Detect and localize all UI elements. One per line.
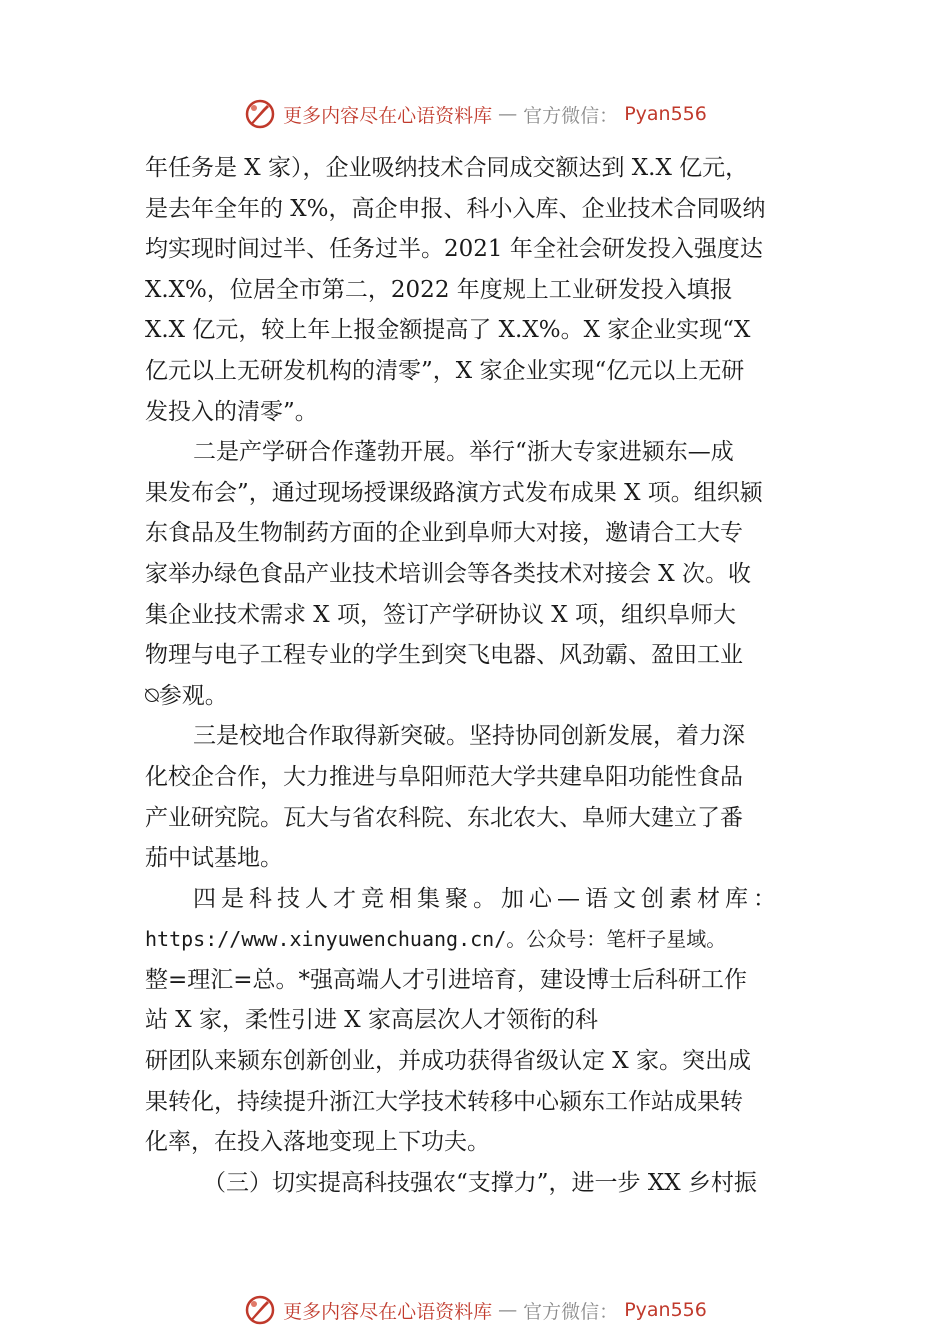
watermark-dash: — [498,1299,518,1321]
watermark-contact-label: 官方微信： [523,1300,619,1323]
text-line: 产业研究院。瓦大与省农科院、东北农大、阜师大建立了番 [145,804,743,831]
text-line: 化校企合作，大力推进与阜阳师范大学共建阜阳功能性食品 [145,763,743,790]
document-body [145,148,815,1203]
url-line: https://www.xinyuwenchuang.cn/。公众号：笔杆子星域。 [145,927,727,952]
text-line: 是去年全年的 X%，高企申报、科小入库、企业技术合同吸纳 [145,195,766,222]
watermark-contact-id: Pyan556 [624,103,707,125]
pen-ink-logo-icon [243,97,277,131]
text-line: 果发布会”，通过现场授课级路演方式发布成果 X 项。组织颍 [145,479,763,506]
text-line: 发投入的清零”。 [145,398,318,425]
paragraph-start-line: 四是科技人才竞相集聚。加心—语文创素材库： [193,885,781,912]
watermark-main-text: 更多内容尽在心语资料库 [283,1300,493,1323]
paragraph-start-line: 二是产学研合作蓬勃开展。举行“浙大专家进颍东—成 [193,439,734,466]
watermark-contact-label: 官方微信： [523,104,619,127]
header-watermark [0,94,950,134]
text-line: 年任务是 X 家），企业吸纳技术合同成交额达到 X.X 亿元， [145,155,749,181]
text-line: X.X 亿元，较上年上报金额提高了 X.X%。X 家企业实现“X [145,317,751,344]
text-line: 整=理汇=总。*强高端人才引进培育，建设博士后科研工作 [145,966,748,993]
text-line: X.X%，位居全市第二，2022 年度规上工业研发投入填报 [145,276,733,303]
section-heading-line: （三）切实提高科技强农“支撑力”，进一步 XX 乡村振 [203,1169,757,1196]
text-line: 家举办绿色食品产业技术培训会等各类技术对接会 X 次。收 [145,560,751,587]
footer-watermark [0,1290,950,1330]
text-line: ⍉参观。 [145,682,228,709]
text-line: 均实现时间过半、任务过半。2021 年全社会研发投入强度达 [145,236,763,263]
text-line: 茄中试基地。 [145,845,283,872]
watermark-contact-id: Pyan556 [624,1299,707,1321]
text-line: 化率，在投入落地变现上下功夫。 [145,1129,490,1156]
text-line: 果转化，持续提升浙江大学技术转移中心颍东工作站成果转 [145,1088,743,1115]
watermark-dash: — [498,103,518,125]
text-line: 物理与电子工程专业的学生到突飞电器、风劲霸、盈田工业 [145,642,743,669]
paragraph-start-line: 三是校地合作取得新突破。坚持协同创新发展，着力深 [193,723,745,750]
text-line: 研团队来颍东创新创业，并成功获得省级认定 X 家。突出成 [145,1048,751,1075]
text-line: 站 X 家，柔性引进 X 家高层次人才领衔的科 [145,1007,598,1034]
text-line: 亿元以上无研发机构的清零”，X 家企业实现“亿元以上无研 [145,357,745,384]
pen-ink-logo-icon [243,1293,277,1327]
text-line: 集企业技术需求 X 项，签订产学研协议 X 项，组织阜师大 [145,601,736,628]
text-line: 东食品及生物制药方面的企业到阜师大对接，邀请合工大专 [145,520,743,547]
watermark-main-text: 更多内容尽在心语资料库 [283,104,493,127]
